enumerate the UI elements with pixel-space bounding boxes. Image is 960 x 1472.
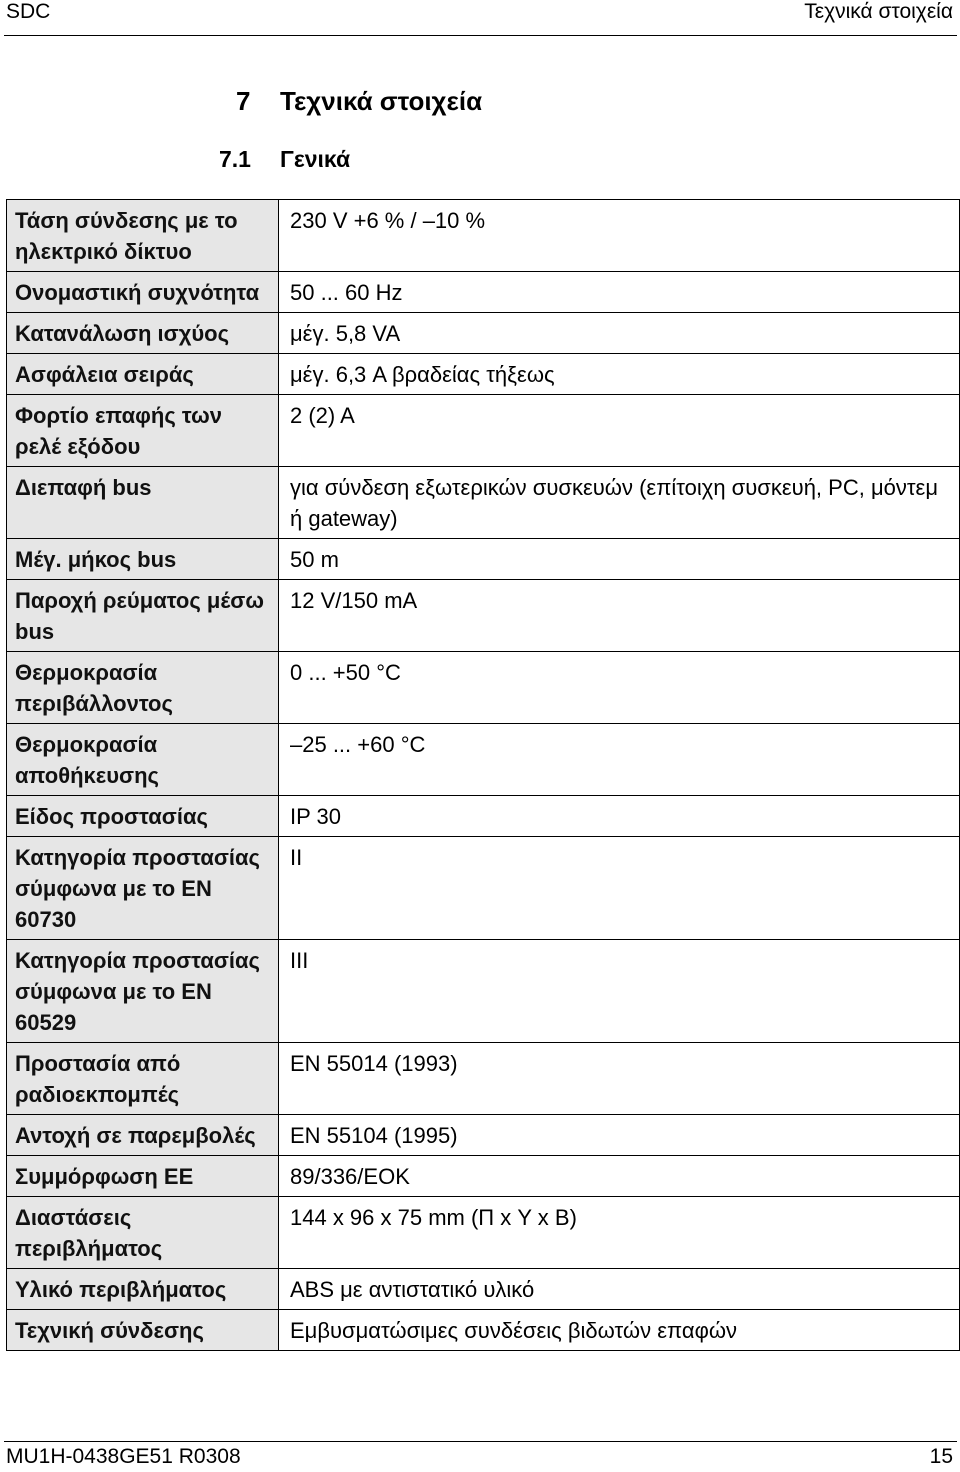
footer-divider — [4, 1441, 957, 1442]
table-row — [7, 796, 960, 837]
spec-label: Κατηγορία προστασίας σύμφωνα με το EN 60730 — [7, 837, 279, 940]
subsection-title: Γενικά — [280, 146, 351, 172]
page-header — [0, 0, 960, 36]
spec-label: Τεχνική σύνδεσης — [7, 1310, 279, 1351]
header-chapter: Τεχνικά στοιχεία — [804, 0, 953, 23]
footer-page-number: 15 — [929, 1445, 953, 1468]
spec-label: Παροχή ρεύματος μέσω bus — [7, 580, 279, 652]
spec-value: –25 ... +60 °C — [279, 724, 960, 796]
spec-value: 12 V/150 mA — [279, 580, 960, 652]
spec-value: III — [279, 940, 960, 1043]
table-row — [7, 940, 960, 1043]
spec-value: 0 ... +50 °C — [279, 652, 960, 724]
spec-label: Θερμοκρασία περιβάλλοντος — [7, 652, 279, 724]
table-row — [7, 1156, 960, 1197]
spec-label: Φορτίο επαφής των ρελέ εξόδου — [7, 395, 279, 467]
spec-value: 50 m — [279, 539, 960, 580]
spec-value: 50 ... 60 Hz — [279, 272, 960, 313]
table-row — [7, 724, 960, 796]
spec-value: 2 (2) A — [279, 395, 960, 467]
table-row — [7, 539, 960, 580]
table-row — [7, 580, 960, 652]
spec-value: για σύνδεση εξωτερικών συσκευών (επίτοιχη συσκευή, PC, μόντεμ ή gateway) — [279, 467, 960, 539]
spec-label: Κατανάλωση ισχύος — [7, 313, 279, 354]
table-row — [7, 837, 960, 940]
footer-document-code: MU1H-0438GE51 R0308 — [6, 1445, 241, 1468]
spec-value: EN 55104 (1995) — [279, 1115, 960, 1156]
spec-value: II — [279, 837, 960, 940]
spec-value: 230 V +6 % / –10 % — [279, 200, 960, 272]
table-row — [7, 354, 960, 395]
table-row — [7, 467, 960, 539]
table-row — [7, 1269, 960, 1310]
table-row — [7, 313, 960, 354]
spec-value: 144 x 96 x 75 mm (Π x Υ x Β) — [279, 1197, 960, 1269]
spec-label: Ασφάλεια σειράς — [7, 354, 279, 395]
spec-value: EN 55014 (1993) — [279, 1043, 960, 1115]
spec-label: Προστασία από ραδιοεκπομπές — [7, 1043, 279, 1115]
spec-label: Διεπαφή bus — [7, 467, 279, 539]
table-row — [7, 1115, 960, 1156]
spec-value: ABS με αντιστατικό υλικό — [279, 1269, 960, 1310]
spec-value: μέγ. 6,3 A βραδείας τήξεως — [279, 354, 960, 395]
table-row — [7, 1043, 960, 1115]
table-row — [7, 395, 960, 467]
section-number: 7 — [236, 86, 251, 116]
spec-label: Είδος προστασίας — [7, 796, 279, 837]
spec-value: Εμβυσματώσιμες συνδέσεις βιδωτών επαφών — [279, 1310, 960, 1351]
spec-label: Ονομαστική συχνότητα — [7, 272, 279, 313]
spec-label: Αντοχή σε παρεμβολές — [7, 1115, 279, 1156]
spec-label: Τάση σύνδεσης με το ηλεκτρικό δίκτυο — [7, 200, 279, 272]
specifications-table — [6, 199, 960, 1351]
header-divider — [4, 35, 957, 36]
spec-label: Υλικό περιβλήματος — [7, 1269, 279, 1310]
spec-label: Κατηγορία προστασίας σύμφωνα με το EN 60529 — [7, 940, 279, 1043]
section-title: Τεχνικά στοιχεία — [280, 86, 483, 116]
spec-label: Θερμοκρασία αποθήκευσης — [7, 724, 279, 796]
spec-value: 89/336/EOK — [279, 1156, 960, 1197]
table-row — [7, 1310, 960, 1351]
header-product: SDC — [6, 0, 51, 23]
spec-value: IP 30 — [279, 796, 960, 837]
subsection-number: 7.1 — [219, 146, 251, 172]
subsection-heading — [219, 146, 350, 173]
section-heading — [236, 86, 482, 117]
table-row — [7, 1197, 960, 1269]
table-row — [7, 272, 960, 313]
spec-label: Διαστάσεις περιβλήματος — [7, 1197, 279, 1269]
table-row — [7, 652, 960, 724]
spec-label: Μέγ. μήκος bus — [7, 539, 279, 580]
spec-label: Συμμόρφωση ΕΕ — [7, 1156, 279, 1197]
table-row — [7, 200, 960, 272]
spec-value: μέγ. 5,8 VA — [279, 313, 960, 354]
